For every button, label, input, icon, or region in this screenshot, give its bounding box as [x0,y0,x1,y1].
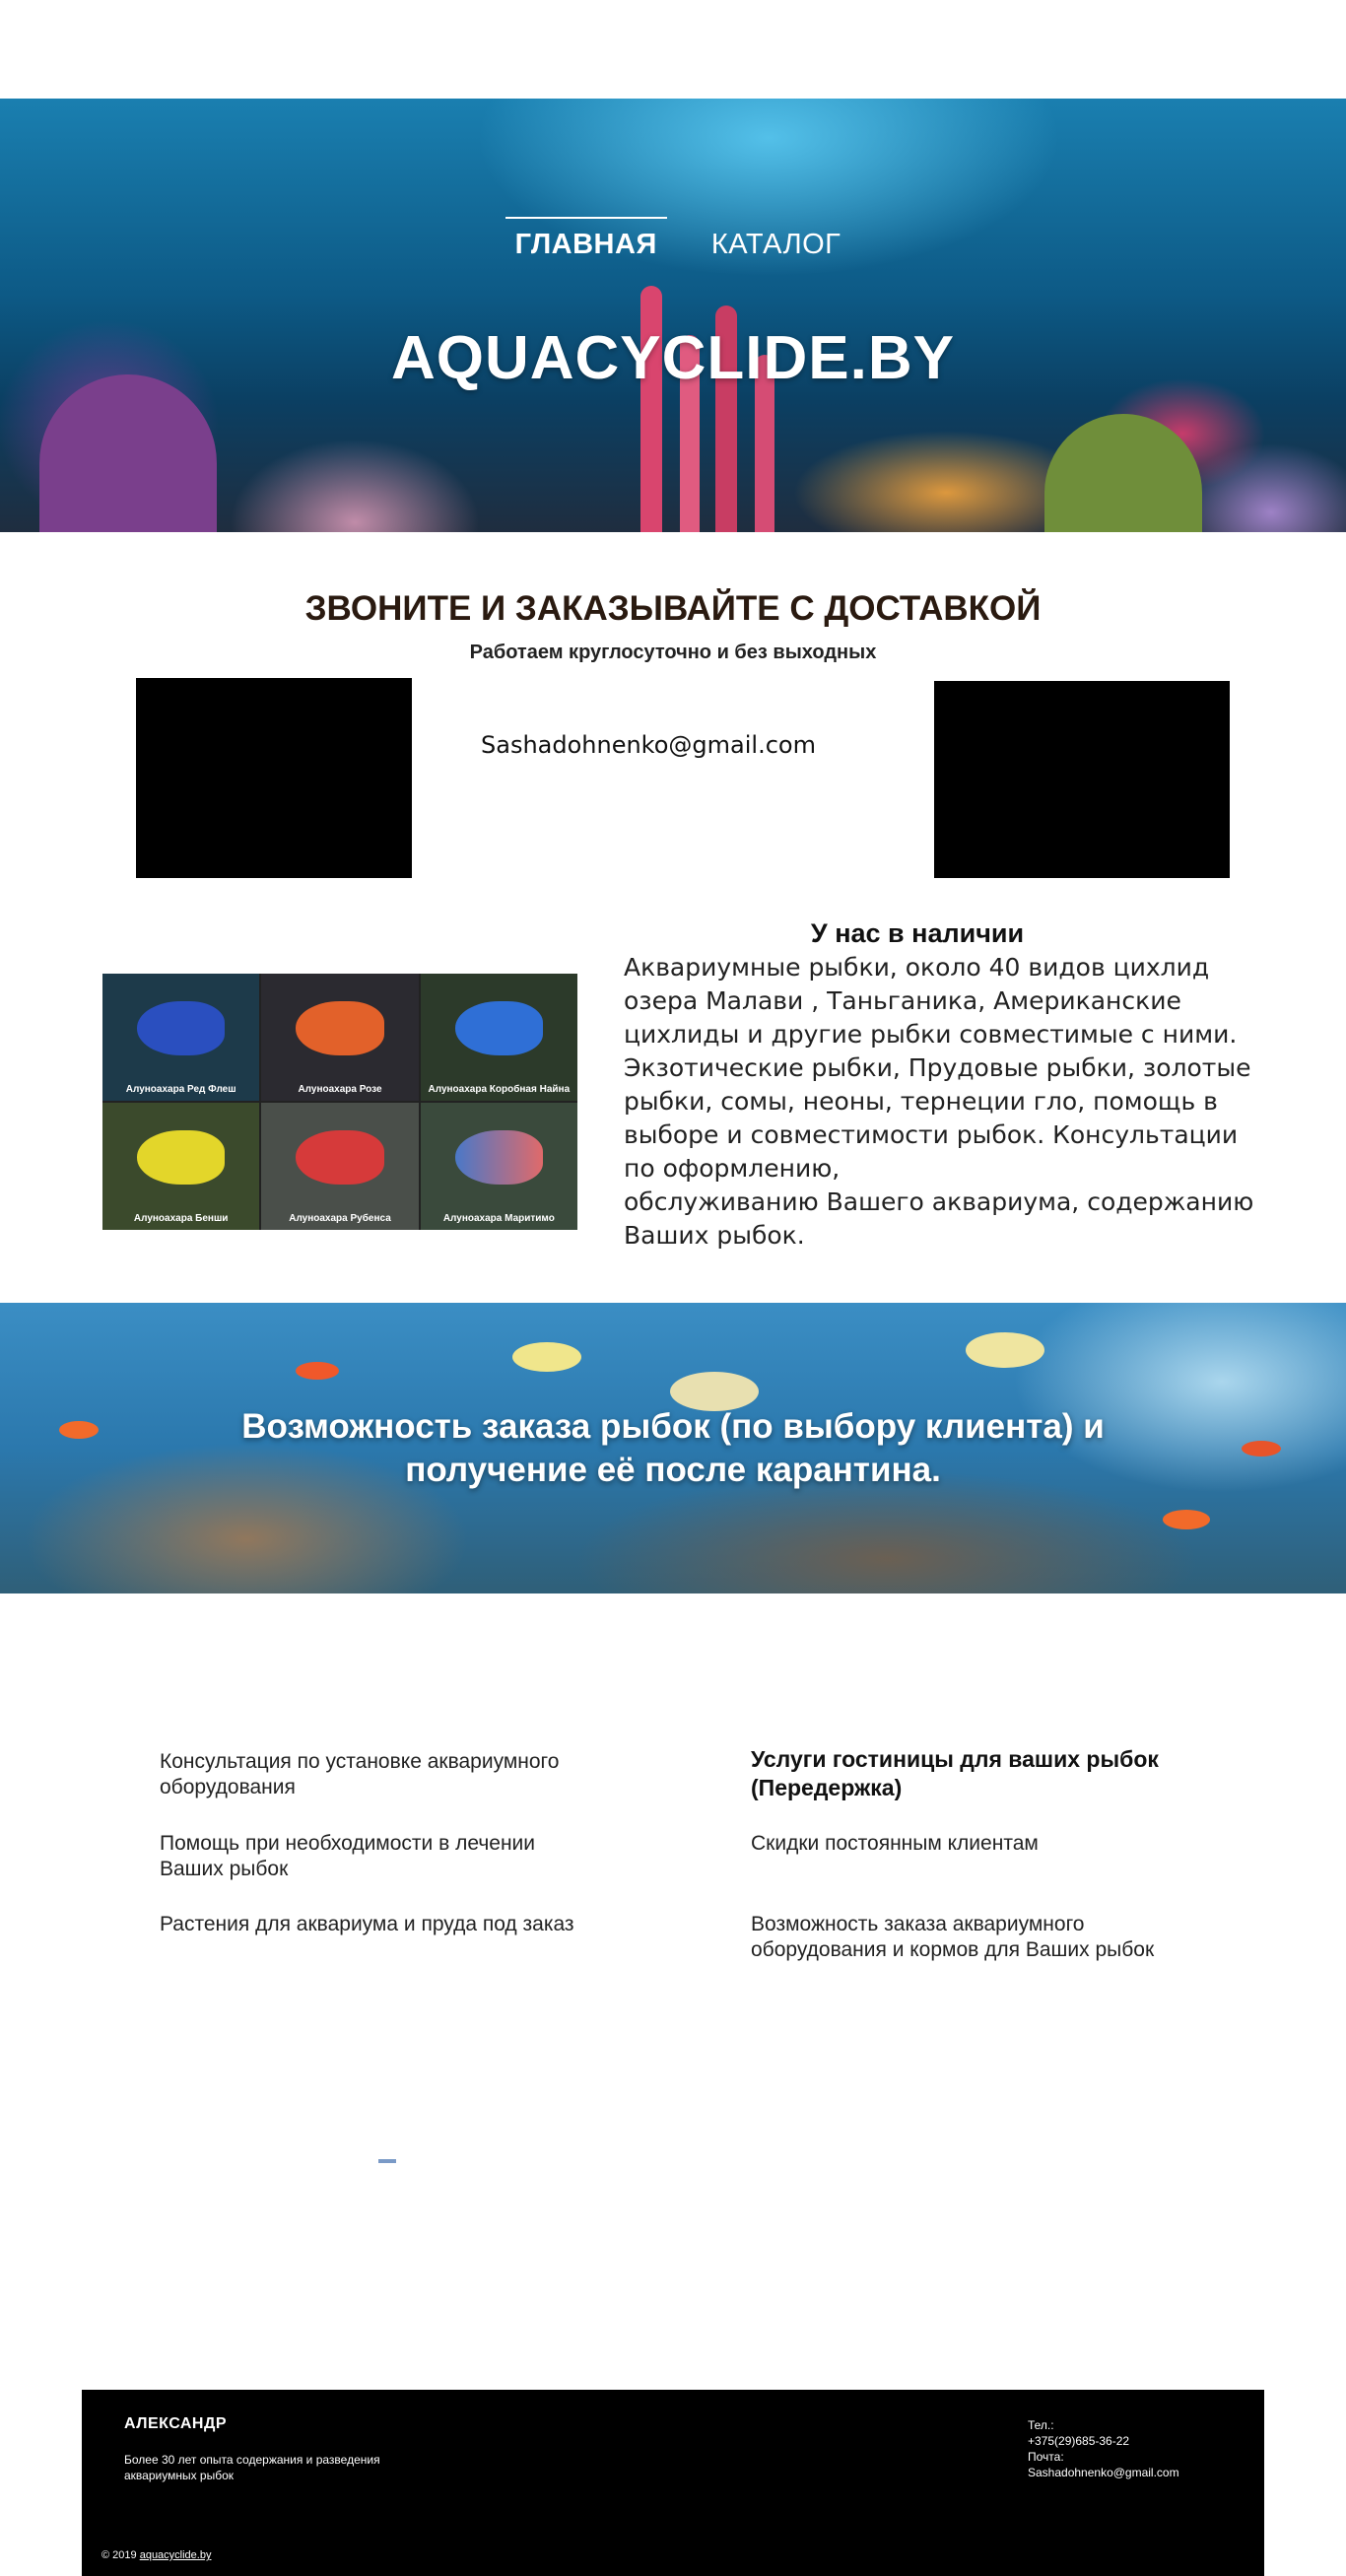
phone-number[interactable]: +375(29)685-36-22 [1028,2434,1130,2448]
fish-icon [455,1130,543,1184]
map-placeholder-right [934,681,1230,878]
contact-email[interactable]: Sashadohnenko@gmail.com [481,731,816,759]
nav-home[interactable]: ГЛАВНАЯ [505,217,667,261]
main-nav [0,217,1346,261]
footer-contacts [1028,2417,1179,2480]
quarantine-banner-text: Возможность заказа рыбок (по выбору клиента) и получение её после карантина. [241,1407,1105,1489]
fish-photo [421,1103,577,1230]
site-title: AQUACYCLIDE.BY [390,324,956,392]
fish-icon [296,1130,383,1184]
fish-photo [421,974,577,1101]
fish-icon [137,1130,225,1184]
fish-photo [102,1103,259,1230]
email-label: Почта: [1028,2450,1064,2464]
fish-caption: Алуноахара Коробная Найна [428,1084,571,1095]
footer-email[interactable]: Sashadohnenko@gmail.com [1028,2466,1179,2479]
fish-caption: Алуноахара Рубенса [289,1213,391,1224]
hero-section [0,99,1346,532]
fish-decoration [59,1421,99,1439]
fish-icon [296,1001,383,1054]
service-treatment: Помощь при необходимости в лечении Ваших рыбок [160,1832,536,1880]
service-discounts: Скидки постоянным клиентам [751,1832,1039,1855]
fish-decoration [512,1342,581,1372]
fish-decoration [1163,1510,1210,1529]
footer [82,2390,1264,2576]
decorative-mark [378,2159,396,2163]
fish-photo-collage [102,974,577,1230]
fish-caption: Алуноахара Бенши [133,1213,229,1224]
copyright-text: © 2019 [101,2549,137,2561]
fish-decoration [966,1332,1044,1368]
fish-photo [261,1103,418,1230]
service-equipment-order: Возможность заказа аквариумного оборудования и кормов для Ваших рыбок [751,1913,1155,1961]
availability-heading: У нас в наличии [810,918,1025,948]
quarantine-banner [0,1303,1346,1593]
service-hotel: Услуги гостиницы для ваших рыбок (Передержка) [751,1746,1159,1800]
fish-decoration [296,1362,339,1380]
copyright [101,2549,211,2561]
fish-icon [137,1001,225,1054]
fish-icon [455,1001,543,1054]
fish-caption: Алуноахара Маритимо [442,1213,555,1224]
fish-caption: Алуноахара Ред Флеш [125,1084,236,1095]
service-plants: Растения для аквариума и пруда под заказ [160,1913,574,1935]
footer-description: Более 30 лет опыта содержания и разведения аквариумных рыбок [124,2453,380,2482]
working-hours-text: Работаем круглосуточно и без выходных [469,642,877,663]
service-consultation: Консультация по установке аквариумного оборудования [160,1750,560,1798]
coral-decoration [39,374,217,532]
fish-caption: Алуноахара Розе [298,1084,382,1095]
fish-photo [102,974,259,1101]
site-link[interactable]: aquacyclide.by [139,2549,212,2561]
fish-decoration [1242,1441,1281,1457]
coral-decoration [1044,414,1202,532]
footer-name: АЛЕКСАНДР [124,2415,228,2432]
phone-label: Тел.: [1028,2418,1054,2432]
fish-photo [261,974,418,1101]
nav-catalog[interactable]: КАТАЛОГ [710,229,841,260]
map-placeholder-left [136,678,412,878]
availability-description: Аквариумные рыбки, около 40 видов цихлид озера Малави , Таньганика, Американские цихлиды и другие рыбки совместимые с ними. Экзотические рыбки, Прудовые рыбки, золотые рыбки, сомы, неоны, тернеции гло, помощь в выборе и совместимости рыбок. Консультации по оформлению, обслуживанию Вашего аквариума, содержанию Ваших рыбок. [624,953,1254,1250]
call-to-order-heading: ЗВОНИТЕ И ЗАКАЗЫВАЙТЕ С ДОСТАВКОЙ [304,589,1042,628]
